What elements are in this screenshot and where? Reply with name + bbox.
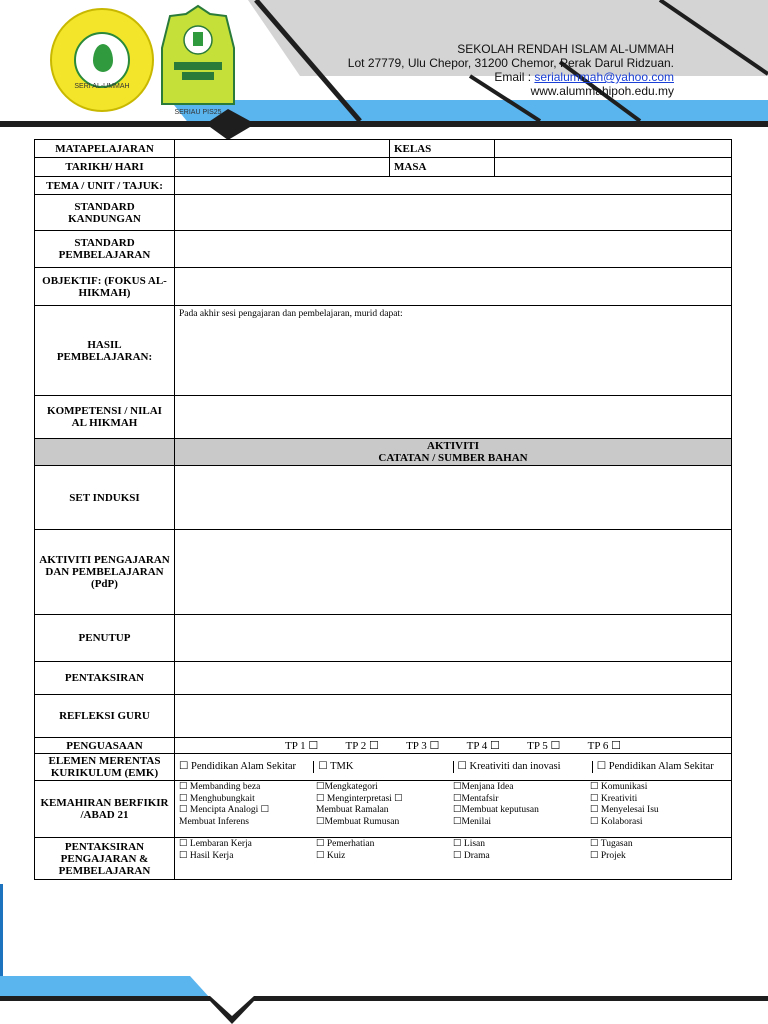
kb-mentafsir[interactable]: ☐Mentafsir [453, 793, 499, 804]
footer-dark-line [0, 996, 768, 1024]
row-hasil [35, 306, 732, 396]
label-masa: MASA [390, 158, 495, 177]
lesson-plan-form [34, 139, 732, 880]
row-tema [35, 177, 732, 195]
row-aktiviti-pdp [35, 530, 732, 615]
aktiviti-heading: AKTIVITI [427, 440, 479, 452]
field-objektif[interactable] [175, 268, 732, 306]
pt-projek[interactable]: ☐ Projek [590, 850, 626, 861]
emk-option-alam-sekitar-2[interactable]: ☐ Pendidikan Alam Sekitar [592, 761, 731, 773]
penguasaan-options [175, 738, 732, 754]
row-pentaksiran [35, 662, 732, 695]
label-standard-kandungan: STANDARD KANDUNGAN [35, 195, 175, 231]
field-penutup[interactable] [175, 615, 732, 662]
school-website[interactable]: www.alummahipoh.edu.my [530, 84, 674, 98]
field-kompetensi[interactable] [175, 396, 732, 439]
row-kemahiran [35, 781, 732, 838]
label-aktiviti-pdp: AKTIVITI PENGAJARAN DAN PEMBELAJARAN (PdP) [35, 530, 175, 615]
kemahiran-col-2 [316, 782, 453, 828]
label-penguasaan: PENGUASAAN [35, 738, 175, 754]
pt-drama[interactable]: ☐ Drama [453, 850, 490, 861]
label-kemahiran: KEMAHIRAN BERFIKIR /ABAD 21 [35, 781, 175, 838]
label-kelas: KELAS [390, 140, 495, 158]
pentaksiran-col-2 [316, 839, 453, 862]
tp-2-checkbox[interactable]: TP 2 ☐ [345, 740, 379, 752]
pentaksiran-col-3 [453, 839, 590, 862]
pt-lisan[interactable]: ☐ Lisan [453, 839, 485, 849]
row-aktiviti-header [35, 439, 732, 466]
kb-kolaborasi[interactable]: ☐ Kolaborasi [590, 816, 643, 827]
kb-membanding-beza[interactable]: ☐ Membanding beza [179, 782, 261, 792]
tp-6-checkbox[interactable]: TP 6 ☐ [587, 740, 621, 752]
field-tarikh[interactable] [175, 158, 390, 177]
emk-option-alam-sekitar[interactable]: ☐ Pendidikan Alam Sekitar [179, 761, 297, 772]
kb-mengkategori[interactable]: ☐Mengkategori [316, 782, 378, 792]
pentaksiran-col-4 [590, 839, 727, 862]
kemahiran-options [175, 781, 732, 838]
emk-options [175, 754, 732, 781]
row-penguasaan [35, 738, 732, 754]
kb-komunikasi[interactable]: ☐ Komunikasi [590, 782, 648, 792]
email-label: Email : [494, 70, 535, 84]
label-tema: TEMA / UNIT / TAJUK: [35, 177, 175, 195]
school-email-line [348, 70, 674, 84]
kb-membuat-ramalan[interactable]: Membuat Ramalan [316, 805, 389, 815]
school-address: Lot 27779, Ulu Chepor, 31200 Chemor, Perak Darul Ridzuan. [347, 56, 674, 70]
pt-hasil-kerja[interactable]: ☐ Hasil Kerja [179, 850, 234, 861]
row-matapelajaran [35, 140, 732, 158]
label-objektif: OBJEKTIF: (FOKUS AL-HIKMAH) [35, 268, 175, 306]
kb-kreativiti[interactable]: ☐ Kreativiti [590, 793, 638, 804]
kb-menghubungkait[interactable]: ☐ Menghubungkait [179, 793, 255, 804]
footer-blue-stripe [0, 976, 210, 998]
aktiviti-header [175, 439, 732, 466]
aktiviti-header-blank [35, 439, 175, 466]
row-kompetensi [35, 396, 732, 439]
row-objektif [35, 268, 732, 306]
tp-1-checkbox[interactable]: TP 1 ☐ [285, 740, 319, 752]
kb-menilai[interactable]: ☐Menilai [453, 816, 492, 827]
logo2-caption: SERIAU PIS25 [174, 109, 222, 116]
emk-option-tmk[interactable]: ☐ TMK [313, 761, 452, 773]
tp-4-checkbox[interactable]: TP 4 ☐ [466, 740, 500, 752]
school-info [348, 42, 674, 98]
logo-inner-circle [74, 32, 130, 88]
kb-membuat-keputusan[interactable]: ☐Membuat keputusan [453, 805, 539, 815]
kemahiran-col-1 [179, 782, 316, 828]
label-refleksi: REFLEKSI GURU [35, 695, 175, 738]
kb-menjana-idea[interactable]: ☐Menjana Idea [453, 782, 514, 792]
row-standard-pembelajaran [35, 231, 732, 268]
field-matapelajaran[interactable] [175, 140, 390, 158]
label-hasil: HASIL PEMBELAJARAN: [35, 306, 175, 396]
footer-banner [0, 880, 768, 1024]
kb-menginterpretasi[interactable]: ☐ Menginterpretasi ☐ [316, 793, 403, 804]
field-tema[interactable] [175, 177, 732, 195]
tp-3-checkbox[interactable]: TP 3 ☐ [406, 740, 440, 752]
row-standard-kandungan [35, 195, 732, 231]
logo1-caption: SERI AL-UMMAH [74, 83, 130, 90]
pt-pemerhatian[interactable]: ☐ Pemerhatian [316, 839, 375, 849]
label-pentaksiran: PENTAKSIRAN [35, 662, 175, 695]
kb-membuat-rumusan[interactable]: ☐Membuat Rumusan [316, 816, 400, 827]
row-penutup [35, 615, 732, 662]
field-aktiviti-pdp[interactable] [175, 530, 732, 615]
field-hasil[interactable] [175, 306, 732, 396]
pentaksiran-col-1 [179, 839, 316, 862]
kemahiran-col-3 [453, 782, 590, 828]
label-kompetensi: KOMPETENSI / NILAI AL HIKMAH [35, 396, 175, 439]
label-tarikh: TARIKH/ HARI [35, 158, 175, 177]
field-pentaksiran[interactable] [175, 662, 732, 695]
label-penutup: PENUTUP [35, 615, 175, 662]
school-logo-2 [160, 4, 236, 118]
label-pentaksiran-pdp: PENTAKSIRAN PENGAJARAN & PEMBELAJARAN [35, 838, 175, 880]
row-refleksi [35, 695, 732, 738]
kb-mencipta-analogi[interactable]: ☐ Mencipta Analogi ☐ [179, 805, 270, 815]
label-set-induksi: SET INDUKSI [35, 466, 175, 530]
field-standard-kandungan[interactable] [175, 195, 732, 231]
row-pentaksiran-pdp [35, 838, 732, 880]
label-standard-pembelajaran: STANDARD PEMBELAJARAN [35, 231, 175, 268]
row-set-induksi [35, 466, 732, 530]
leaf-icon [93, 44, 113, 72]
row-tarikh [35, 158, 732, 177]
emk-option-kreativiti[interactable]: ☐ Kreativiti dan inovasi [453, 761, 592, 773]
kb-membuat-inferens[interactable]: Membuat Inferens [179, 816, 249, 827]
hasil-intro-text: Pada akhir sesi pengajaran dan pembelajaran, murid dapat: [179, 309, 403, 319]
school-name: SEKOLAH RENDAH ISLAM AL-UMMAH [457, 42, 674, 56]
catatan-heading: CATATAN / SUMBER BAHAN [378, 452, 528, 464]
school-logo-1 [50, 8, 154, 112]
pt-tugasan[interactable]: ☐ Tugasan [590, 839, 633, 849]
label-matapelajaran: MATAPELAJARAN [35, 140, 175, 158]
row-emk [35, 754, 732, 781]
field-refleksi[interactable] [175, 695, 732, 738]
pt-kuiz[interactable]: ☐ Kuiz [316, 850, 346, 861]
field-masa[interactable] [495, 158, 732, 177]
email-link[interactable]: serialummah@yahoo.com [534, 70, 674, 84]
field-standard-pembelajaran[interactable] [175, 231, 732, 268]
field-kelas[interactable] [495, 140, 732, 158]
field-set-induksi[interactable] [175, 466, 732, 530]
label-emk: ELEMEN MERENTAS KURIKULUM (EMK) [35, 754, 175, 781]
tp-5-checkbox[interactable]: TP 5 ☐ [527, 740, 561, 752]
pentaksiran-options [175, 838, 732, 880]
kb-menyelesai-isu[interactable]: ☐ Menyelesai Isu [590, 805, 659, 815]
kemahiran-col-4 [590, 782, 727, 828]
pt-lembaran-kerja[interactable]: ☐ Lembaran Kerja [179, 839, 252, 849]
